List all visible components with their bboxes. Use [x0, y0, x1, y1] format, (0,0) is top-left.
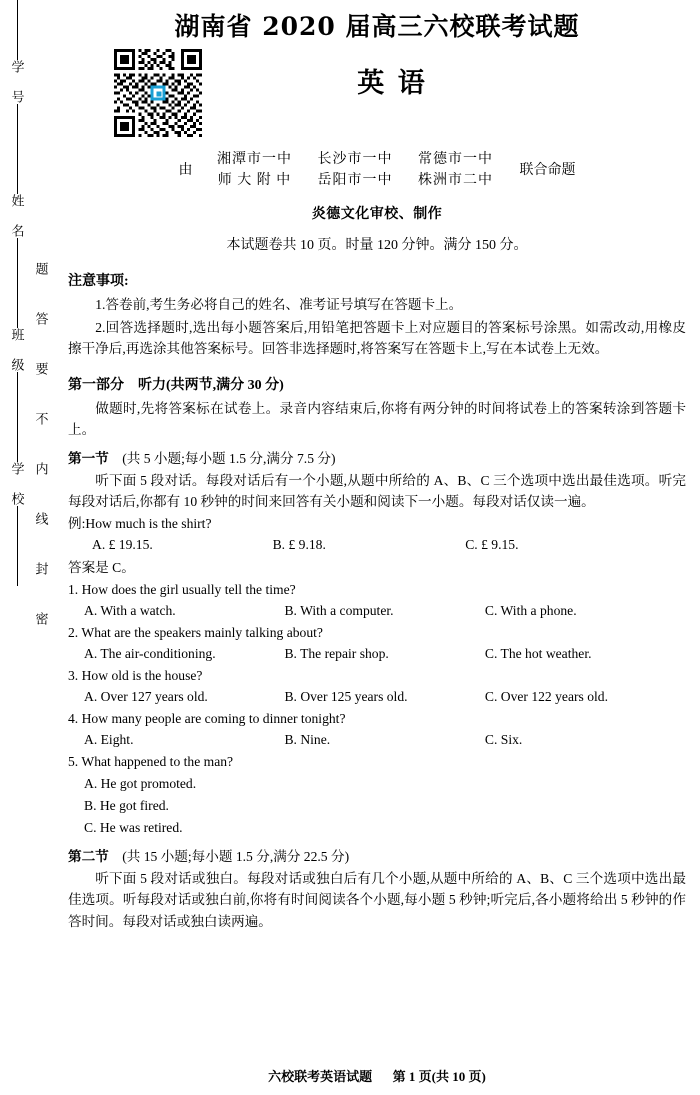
question-stem [68, 751, 686, 772]
byline-schools [207, 149, 504, 192]
margin-seal-char-3: 不 [33, 412, 49, 426]
option-a[interactable]: A. With a watch. [84, 602, 176, 618]
section2-heading [68, 846, 686, 867]
margin-seal-char-5: 线 [33, 512, 49, 526]
subject-text: 英 语 [357, 67, 427, 99]
section2-label: 第二节 [68, 849, 109, 865]
option-b[interactable]: B. Nine. [284, 732, 331, 747]
margin-column-seal-line [30, 0, 52, 1095]
question-text: How many people are coming to dinner tonight? [81, 710, 346, 726]
question-stem [68, 579, 686, 600]
byline-tail: 联合命题 [519, 162, 576, 178]
option-c[interactable]: C. With a phone. [484, 602, 577, 618]
notice-item-1: 1.答卷前,考生务必将自己的姓名、准考证号填写在答题卡上。 [95, 297, 463, 313]
question-options [68, 686, 686, 707]
notice-item-2: 2.回答选择题时,选出每小题答案后,用铅笔把答题卡上对应题目的答案标号涂黑。如需改动,用橡皮擦干净后,再选涂其他答案标号。回答非选择题时,将答案写在答题卡上,写在本试卷上无效。 [68, 320, 686, 357]
left-margin-strip [0, 0, 64, 1095]
section1-directions: 听下面 5 段对话。每段对话后有一个小题,从题中所给的 A、B、C 三个选项中选出最佳选项。听完每段对话后,你都有 10 秒钟的时间来回答有关小题和阅读下一小题。每段对话仅读一遍。 [68, 473, 686, 510]
option-b[interactable]: B. Over 125 years old. [284, 688, 408, 704]
byline-line-1 [207, 149, 504, 171]
byline-lead: 由 [178, 162, 193, 178]
margin-label-student-id: 学 号 [9, 60, 25, 104]
option-c[interactable]: C. Six. [484, 732, 523, 747]
question-number: 2. [68, 624, 79, 640]
page-footer [68, 1067, 686, 1087]
subject-row [68, 49, 686, 123]
school-2: 长沙市一中 [317, 151, 393, 167]
option-c[interactable]: C. He was retired. [84, 820, 183, 836]
section1-label: 第一节 [68, 451, 109, 467]
exam-content [68, 0, 686, 1095]
example-option-a: A. £ 19.15. [92, 537, 153, 553]
margin-seal-char-6: 封 [33, 562, 49, 576]
margin-seal-char-2: 要 [33, 362, 49, 376]
question-text: How old is the house? [81, 667, 203, 683]
question-options [68, 729, 686, 750]
option-a[interactable]: A. The air-conditioning. [84, 645, 216, 661]
school-5: 岳阳市一中 [317, 173, 393, 189]
question-number: 3. [68, 667, 79, 683]
footer-page-number: 第 1 页(共 10 页) [392, 1068, 486, 1084]
exam-meta: 本试题卷共 10 页。时量 120 分钟。满分 150 分。 [226, 237, 528, 253]
audit-line: 炎德文化审校、制作 [311, 207, 443, 223]
margin-seal-char-7: 密 [33, 612, 49, 626]
question-stem [68, 708, 686, 729]
option-b[interactable]: B. He got fired. [84, 798, 169, 814]
byline [68, 149, 686, 192]
example-option-b: B. £ 9.18. [272, 537, 326, 553]
margin-label-class: 班 级 [9, 328, 25, 372]
margin-seal-char-4: 内 [33, 462, 49, 476]
question-number: 5. [68, 754, 79, 770]
question-text: What are the speakers mainly talking about? [81, 624, 323, 640]
example-answer: 答案是 C。 [68, 559, 135, 575]
school-4: 师 大 附 中 [217, 173, 292, 189]
option-a[interactable]: A. Eight. [84, 732, 134, 747]
margin-label-name: 姓 名 [9, 194, 25, 238]
option-a[interactable]: A. He got promoted. [84, 776, 197, 792]
qr-code-icon [114, 49, 202, 137]
section2-meta: (共 15 小题;每小题 1.5 分,满分 22.5 分) [122, 849, 350, 865]
question-text: What happened to the man? [81, 754, 234, 770]
option-a[interactable]: A. Over 127 years old. [84, 688, 208, 704]
page-title: 湖南省 2020 届高三六校联考试题 [174, 12, 580, 41]
example-question-line [68, 513, 686, 534]
question-number: 1. [68, 581, 79, 597]
option-b[interactable]: B. The repair shop. [284, 645, 389, 661]
example-question: How much is the shirt? [85, 516, 212, 532]
example-label: 例: [68, 516, 86, 532]
question-text: How does the girl usually tell the time? [81, 581, 296, 597]
example-option-c: C. £ 9.15. [465, 537, 519, 553]
margin-label-school: 学 校 [9, 462, 25, 506]
part1-name: 听力 [138, 378, 166, 394]
question-options [68, 643, 686, 664]
option-c[interactable]: C. The hot weather. [484, 645, 592, 661]
question-stem [68, 622, 686, 643]
margin-column-student-info [6, 0, 28, 1095]
question-options [68, 600, 686, 621]
question-stem [68, 665, 686, 686]
byline-line-2 [207, 170, 504, 192]
part1-heading [68, 375, 686, 397]
part1-label: 第一部分 [68, 378, 124, 394]
school-3: 常德市一中 [418, 151, 493, 167]
example-options [68, 534, 686, 555]
margin-seal-char-1: 答 [33, 312, 49, 326]
school-6: 株洲市二中 [418, 173, 493, 189]
school-1: 湘潭市一中 [217, 151, 292, 167]
option-c[interactable]: C. Over 122 years old. [484, 688, 608, 704]
part1-intro: 做题时,先将答案标在试卷上。录音内容结束后,你将有两分钟的时间将试卷上的答案转涂到答题卡上。 [68, 401, 686, 438]
option-b[interactable]: B. With a computer. [284, 602, 394, 618]
part1-score: (共两节,满分 30 分) [166, 378, 284, 394]
notice-title: 注意事项: [68, 273, 129, 289]
section1-heading [68, 448, 686, 469]
footer-title: 六校联考英语试题 [268, 1068, 373, 1084]
margin-seal-char-0: 题 [33, 262, 49, 276]
section1-meta: (共 5 小题;每小题 1.5 分,满分 7.5 分) [122, 451, 336, 467]
section2-directions: 听下面 5 段对话或独白。每段对话或独白后有几个小题,从题中所给的 A、B、C 三个选项中选出最佳选项。听每段对话或独白前,你将有时间阅读各个小题,每小题 5 秒钟;听完后,各小题将给出 5 秒钟的作答时间。每段对话或独白读两遍。 [68, 871, 686, 929]
question-number: 4. [68, 710, 79, 726]
